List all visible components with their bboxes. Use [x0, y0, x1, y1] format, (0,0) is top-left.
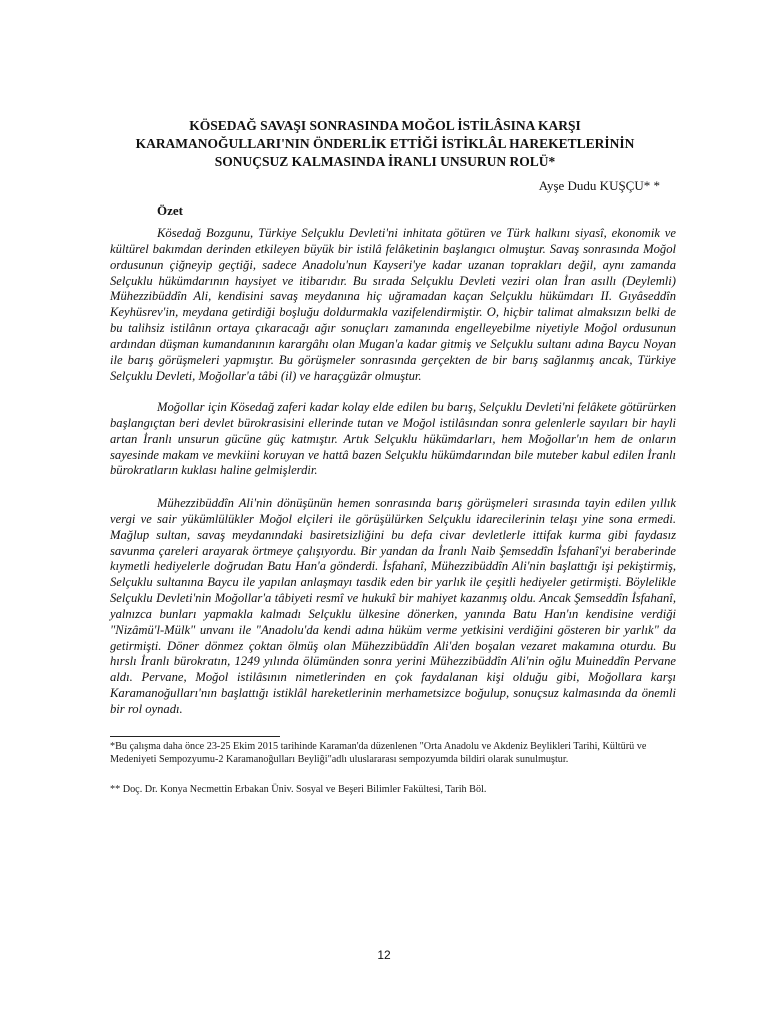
abstract-paragraph-2: Moğollar için Kösedağ zaferi kadar kolay elde edilen bu barış, Selçuklu Devleti'ni felâkete götürürken başlangıçtan beri devlet bürokrasisini ellerinde tutan ve Moğol istilâsından sonra gelenlerle sayıları bir hayli artan İranlı unsurun gücüne güç katmıştır. Artık Selçuklu hükümdarları, hem Moğollar'ın hem de onların sayesinde makam ve mevkiini koruyan ve hattâ bazen Selçuklu hükümdarından bile muteber kabul edilen İranlı bürokratların kuklası haline gelmişlerdir. [110, 400, 676, 478]
author-name: Ayşe Dudu KUŞÇU* * [538, 178, 660, 193]
footnote-1: *Bu çalışma daha önce 23-25 Ekim 2015 tarihinde Karaman'da düzenlenen "Orta Anadolu ve Akdeniz Beylikleri Tarihi, Kültürü ve Medeniyeti Sempozyumu-2 Karamanoğulları Beyliği"adlı uluslararası sempozyumda bildiri olarak sunulmuştur. [110, 741, 647, 765]
abstract-paragraph-1: Kösedağ Bozgunu, Türkiye Selçuklu Devleti'ni inhitata götüren ve Türk halkını siyasî, ekonomik ve kültürel bakımdan derinden etkileyen büyük bir istilâ felâketinin başlangıcı olmuştur. Savaş sonrasında Moğol ordusunun çiğneyip geçtiği, sadece Anadolu'nun Kayseri'ye kadar uzanan toprakları değil, aynı zamanda Selçuklu hükümdarının haysiyet ve itibarıdır. Bu sırada Selçuklu Devleti veziri olan İran asıllı (Deylemli) Mühezzibüddîn Ali, kendisini savaş meydanına hiç uğramadan kaçan Selçuklu hükümdarı II. Gıyâseddîn Keyhüsrev'in, meydana getirdiği boşluğu doldurmakla vazifelendirmiştir. O, hiçbir talimat almaksızın belki de bu talihsiz istilânın ortaya çıkaracağı ağır sonuçları zamanında engelleyebilme niyetiyle Moğol ordusunun ardından düşman kumandanının karargâhı olan Mugan'a kadar gitmiş ve Selçuklu sultanı adına Baycu Noyan ile barış görüşmeleri yapmıştır. Bu görüşmeler sonrasında gerçekten de bir barış sağlanmış ancak, Türkiye Selçuklu Devleti, Moğollar'a tâbi (il) ve haraçgüzâr olmuştur. [110, 226, 676, 383]
footnote-2: ** Doç. Dr. Konya Necmettin Erbakan Üniv. Sosyal ve Beşeri Bilimler Fakültesi, Tarih Böl. [110, 784, 487, 795]
article-title: KÖSEDAĞ SAVAŞI SONRASINDA MOĞOL İSTİLÂSINA KARŞI KARAMANOĞULLARI'NIN ÖNDERLİK ETTİĞİ İSTİKLÂL HAREKETLERİNİN SONUÇSUZ KALMASINDA İRANLI UNSURUN ROLÜ* [135, 118, 635, 169]
abstract-heading: Özet [157, 203, 183, 218]
page-number: 12 [377, 948, 391, 962]
footnote-separator [110, 736, 280, 737]
abstract-paragraph-3: Mühezzibüddîn Ali'nin dönüşünün hemen sonrasında barış görüşmeleri sırasında tayin edilen yıllık vergi ve sair yükümlülükler Moğol elçileri ile görüşülürken Selçuklu idarecilerinin telaşı yine sona ermedi. Mağlup sultan, savaş meydanındaki basiretsizliğini bu defa civar devletlerle ittifak kurma gibi faydasız savunma çareleri arayarak örtmeye çalışıyordu. Bir yandan da İranlı Naib Şemseddîn İsfahanî'yi beraberinde kıymetli hediyelerle doğrudan Batu Han'a gönderdi. İsfahanî, Mühezzibüddîn Ali'nin başlattığı işi pekiştirmiş, Selçuklu sultanına Baycu ile yapılan anlaşmayı tasdik eden bir yarlık ile çeşitli hediyeler getirmişti. Böylelikle Selçuklu Devleti'nin Moğollar'a tâbiyeti resmî ve hukukî bir mahiyet kazanmış oldu. Ancak Şemseddîn İsfahanî, yalnızca bunları yapmakla kalmadı Selçuklu ülkesine dönerken, yanında Batu Han'ın kendisine verdiği "Nizâmü'l-Mülk" unvanı ile "Anadolu'da kendi adına hüküm verme yetkisini verdiğini gösteren bir yarlık" da getirmişti. Döner dönmez çoktan ölmüş olan Mühezzibüddîn Ali'den boşalan vezaret makamına oturdu. Bu hırslı İranlı bürokratın, 1249 yılında ölümünden sonra yerini Mühezzibüddîn Ali'nin oğlu Muineddîn Pervane aldı. Pervane, Moğol istilâsının nimetlerinden en çok faydalanan kişi olduğu gibi, Moğollara karşı Karamanoğulları'nın başlattığı istiklâl hareketlerinin merhametsizce boğulup, sonuçsuz kalmasında da önemli bir rol oynadı. [110, 496, 676, 716]
